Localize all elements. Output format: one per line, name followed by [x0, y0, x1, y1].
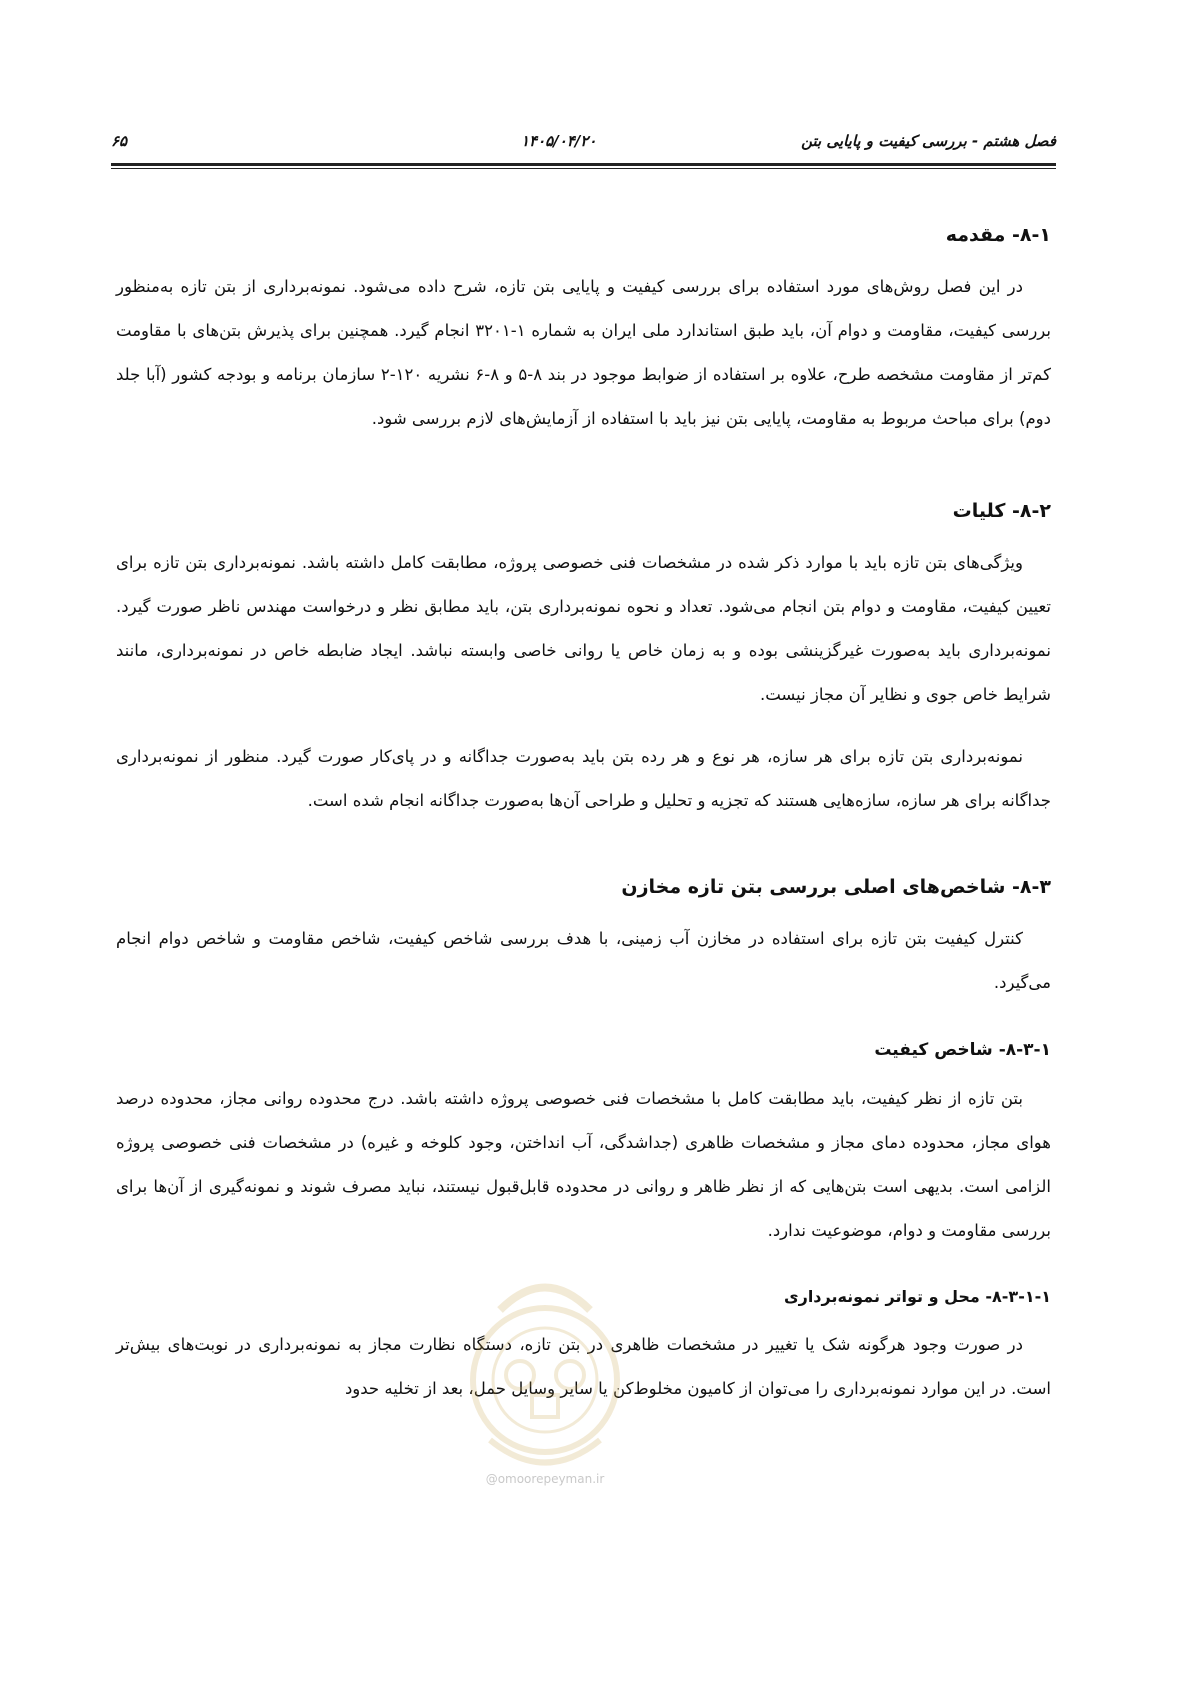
subsubsection-heading-sampling: ۸-۳-۱-۱- محل و تواتر نمونه‌برداری: [783, 1287, 1051, 1306]
paragraph-general-1: ویژگی‌های بتن تازه باید با موارد ذکر شده در مشخصات فنی خصوصی پروژه، مطابقت کامل داشته باشد. نمونه‌برداری بتن تازه برای تعیین کیفیت، مقاومت و دوام بتن انجام می‌شود. تعداد و نحوه نمونه‌برداری بتن، باید مطابق نظر و درخواست مهندس ناظر صورت گیرد. نمونه‌برداری باید به‌صورت غیرگزینشی بوده و به زمان خاص یا روانی خاصی وابسته نباشد. ایجاد ضابطه خاص در نمونه‌برداری، مانند شرایط خاص جوی و نظایر آن مجاز نیست.: [116, 553, 1051, 704]
section-heading-general: ۸-۲- کلیات: [952, 500, 1051, 522]
chapter-title: فصل هشتم - بررسی کیفیت و پایایی بتن: [801, 132, 1056, 150]
header-rule-thin: [111, 168, 1056, 169]
paragraph-sampling: در صورت وجود هرگونه شک یا تغییر در مشخصات ظاهری در بتن تازه، دستگاه نظارت مجاز به نمونه‌برداری در نوبت‌های بیش‌تر است. در این موارد نمونه‌برداری را می‌توان از کامیون مخلوط‌کن یا سایر وسایل حمل، بعد از تخلیه حدود: [116, 1335, 1051, 1398]
section-heading-main-indicators: ۸-۳- شاخص‌های اصلی بررسی بتن تازه مخازن: [621, 876, 1051, 898]
subsection-heading-quality: ۸-۳-۱- شاخص کیفیت: [874, 1040, 1051, 1060]
header-date: ۱۴۰۵/۰۴/۲۰: [521, 132, 597, 150]
section-heading-introduction: ۸-۱- مقدمه: [945, 224, 1051, 246]
paragraph-main-indicators: کنترل کیفیت بتن تازه برای استفاده در مخازن آب زمینی، با هدف بررسی شاخص کیفیت، شاخص مقاومت و شاخص دوام انجام می‌گیرد.: [116, 929, 1051, 992]
header-rule-thick: [111, 163, 1056, 166]
page-body: [116, 205, 1051, 1429]
paragraph-introduction: در این فصل روش‌های مورد استفاده برای بررسی کیفیت و پایایی بتن تازه، شرح داده می‌شود. نمونه‌برداری از بتن تازه به‌منظور بررسی کیفیت، مقاومت و دوام آن، باید طبق استاندارد ملی ایران به شماره ۱-۳۲۰۱ انجام گیرد. همچنین برای پذیرش بتن‌های با مقاومت کم‌تر از مقاومت مشخصه طرح، علاوه بر استفاده از ضوابط موجود در بند ۸-۵ و ۸-۶ نشریه ۱۲۰-۲ سازمان برنامه و بودجه کشور (آبا جلد دوم) برای مباحث مربوط به مقاومت، پایایی بتن نیز باید با استفاده از آزمایش‌های لازم بررسی شود.: [116, 277, 1051, 428]
watermark-site: @omoorepeyman.ir: [485, 1472, 605, 1486]
page-header: [111, 130, 1056, 156]
page-number: ۶۵: [111, 132, 128, 150]
paragraph-quality: بتن تازه از نظر کیفیت، باید مطابقت کامل با مشخصات فنی خصوصی پروژه داشته باشد. درج محدوده روانی مجاز، محدوده درصد هوای مجاز، محدوده دمای مجاز و مشخصات ظاهری (جداشدگی، آب انداختن، وجود کلوخه و غیره) در مشخصات فنی خصوصی پروژه الزامی است. بدیهی است بتن‌هایی که از نظر ظاهر و روانی در محدوده قابل‌قبول نیستند، نباید مصرف شوند و نمونه‌گیری از آن‌ها برای بررسی مقاومت و دوام، موضوعیت ندارد.: [116, 1089, 1051, 1240]
paragraph-general-2: نمونه‌برداری بتن تازه برای هر سازه، هر نوع و هر رده بتن باید به‌صورت جداگانه و در پای‌کار صورت گیرد. منظور از نمونه‌برداری جداگانه برای هر سازه، سازه‌هایی هستند که تجزیه و تحلیل و طراحی آن‌ها به‌صورت جداگانه انجام شده است.: [116, 747, 1051, 810]
